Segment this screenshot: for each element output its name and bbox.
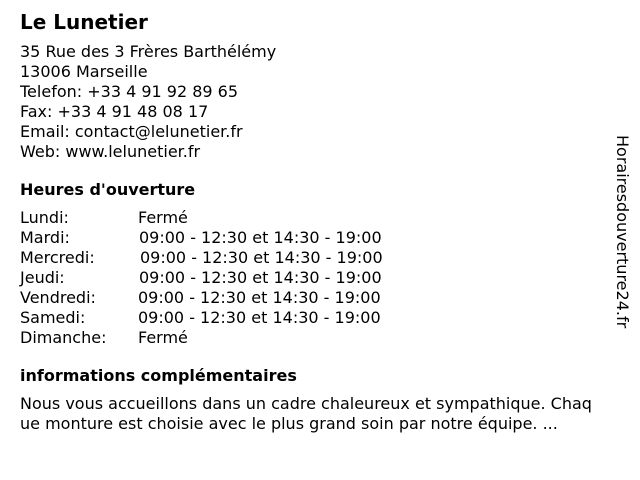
hours-row-jeudi [20,268,610,288]
day-label: Dimanche: [20,328,107,347]
time-value: 09:00 - 12:30 et 14:30 - 19:00 [139,268,382,287]
hours-row-mardi [20,228,610,248]
time-value: 09:00 - 12:30 et 14:30 - 19:00 [139,228,382,247]
site-watermark: Horairesdouverture24.fr [613,135,632,329]
business-name: Le Lunetier [20,10,148,34]
hours-row-dimanche [20,328,610,348]
hours-heading: Heures d'ouverture [20,180,196,199]
day-label: Lundi: [20,208,69,227]
web-line: Web: www.lelunetier.fr [20,142,201,161]
time-value: 09:00 - 12:30 et 14:30 - 19:00 [140,248,383,267]
hours-row-samedi [20,308,610,328]
time-value: Fermé [138,208,188,227]
time-value: Fermé [138,328,188,347]
address-line-1: 35 Rue des 3 Frères Barthélémy [20,42,277,61]
business-card [20,10,610,434]
hours-row-vendredi [20,288,610,308]
email-line: Email: contact@lelunetier.fr [20,122,243,141]
day-label: Jeudi: [20,268,65,287]
day-label: Vendredi: [20,288,96,307]
day-label: Mardi: [20,228,70,247]
day-label: Mercredi: [20,248,95,267]
time-value: 09:00 - 12:30 et 14:30 - 19:00 [138,288,381,307]
info-text: Nous vous accueillons dans un cadre chaleureux et sympathique. Chaque monture est choisie avec le plus grand soin par notre équipe. ... [20,394,592,433]
time-value: 09:00 - 12:30 et 14:30 - 19:00 [138,308,381,327]
hours-table [20,208,610,348]
phone-line: Telefon: +33 4 91 92 89 65 [20,82,239,101]
info-heading: informations complémentaires [20,366,297,385]
address-line-2: 13006 Marseille [20,62,148,81]
hours-row-mercredi [20,248,610,268]
day-label: Samedi: [20,308,86,327]
fax-line: Fax: +33 4 91 48 08 17 [20,102,209,121]
contact-block [20,42,610,162]
hours-row-lundi [20,208,610,228]
